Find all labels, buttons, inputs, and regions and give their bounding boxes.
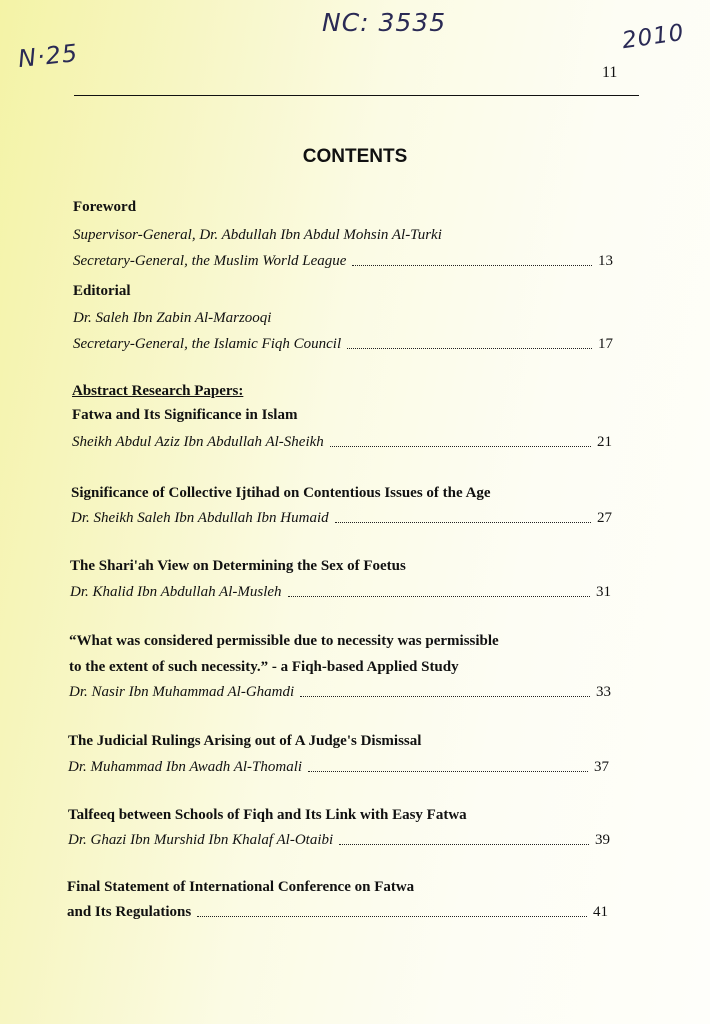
toc-entry-final-statement[interactable] xyxy=(67,903,608,921)
dot-leader xyxy=(339,843,589,845)
paper-author: Dr. Sheikh Saleh Ibn Abdullah Ibn Humaid xyxy=(71,510,329,526)
toc-entry-paper[interactable] xyxy=(68,831,610,849)
editorial-heading: Editorial xyxy=(73,283,131,299)
paper-title-line: “What was considered permissible due to necessity was permissible xyxy=(69,633,499,649)
dot-leader xyxy=(308,770,588,772)
toc-page-number: 13 xyxy=(598,253,613,269)
dot-leader xyxy=(330,445,591,447)
handwritten-year: 2010 xyxy=(620,19,687,55)
paper-author: Sheikh Abdul Aziz Ibn Abdullah Al-Sheikh xyxy=(72,434,324,450)
toc-page-number: 31 xyxy=(596,584,611,600)
toc-entry-foreword[interactable] xyxy=(73,252,613,270)
paper-title-line: and Its Regulations xyxy=(67,904,192,920)
paper-title: Significance of Collective Ijtihad on Contentious Issues of the Age xyxy=(71,485,491,501)
toc-page-number: 39 xyxy=(595,832,610,848)
toc-entry-paper[interactable] xyxy=(68,758,609,776)
dot-leader xyxy=(347,347,592,349)
dot-leader xyxy=(288,595,590,597)
paper-author: Dr. Nasir Ibn Muhammad Al-Ghamdi xyxy=(69,684,295,700)
toc-page-number: 27 xyxy=(597,510,612,526)
toc-page-number: 21 xyxy=(597,434,612,450)
dot-leader xyxy=(352,264,592,266)
page-title: CONTENTS xyxy=(302,146,408,167)
dot-leader xyxy=(197,915,587,917)
paper-author: Dr. Khalid Ibn Abdullah Al-Musleh xyxy=(70,584,282,600)
paper-title: The Shari'ah View on Determining the Sex of Foetus xyxy=(70,558,406,574)
toc-entry-paper[interactable] xyxy=(70,583,611,601)
handwritten-issue-number: N·25 xyxy=(16,38,80,74)
toc-page-number: 17 xyxy=(598,336,613,352)
foreword-secretary: Secretary-General, the Muslim World League xyxy=(73,253,347,269)
header-rule xyxy=(74,95,639,96)
page-number: 11 xyxy=(602,64,618,81)
foreword-supervisor: Supervisor-General, Dr. Abdullah Ibn Abdul Mohsin Al-Turki xyxy=(73,227,442,243)
paper-title: Talfeeq between Schools of Fiqh and Its Link with Easy Fatwa xyxy=(68,807,467,823)
toc-entry-paper[interactable] xyxy=(69,683,611,701)
dot-leader xyxy=(300,695,590,697)
editorial-author: Dr. Saleh Ibn Zabin Al-Marzooqi xyxy=(73,310,272,326)
paper-title: The Judicial Rulings Arising out of A Judge's Dismissal xyxy=(68,733,422,749)
toc-page-number: 33 xyxy=(596,684,611,700)
paper-author: Dr. Muhammad Ibn Awadh Al-Thomali xyxy=(68,759,303,775)
toc-entry-editorial[interactable] xyxy=(73,335,613,353)
paper-title-line: Final Statement of International Conference on Fatwa xyxy=(67,879,415,895)
handwritten-reference-number: NC: 3535 xyxy=(322,8,447,37)
paper-title-line: to the extent of such necessity.” - a Fiqh-based Applied Study xyxy=(69,659,459,675)
foreword-heading: Foreword xyxy=(73,199,137,215)
toc-entry-paper[interactable] xyxy=(72,433,612,451)
paper-title: Fatwa and Its Significance in Islam xyxy=(72,407,298,423)
section-heading: Abstract Research Papers: xyxy=(72,383,244,399)
toc-page-number: 41 xyxy=(593,904,608,920)
toc-page-number: 37 xyxy=(594,759,609,775)
toc-entry-paper[interactable] xyxy=(71,509,612,527)
dot-leader xyxy=(335,521,591,523)
paper-author: Dr. Ghazi Ibn Murshid Ibn Khalaf Al-Otaibi xyxy=(68,832,334,848)
editorial-secretary: Secretary-General, the Islamic Fiqh Council xyxy=(73,336,342,352)
